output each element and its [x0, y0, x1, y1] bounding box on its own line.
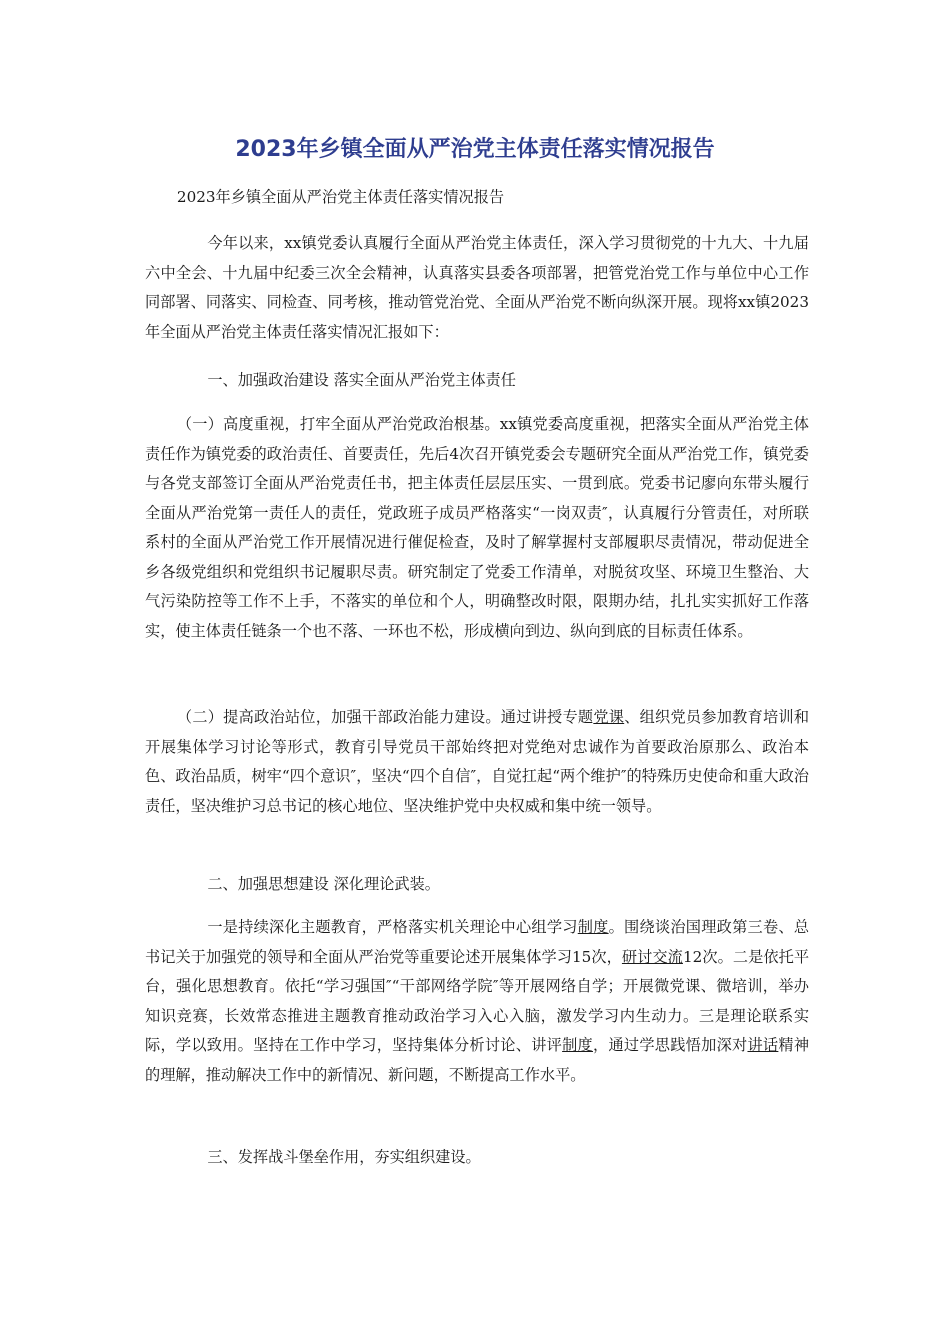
text-span: 、组织党员参加教育培训和开展集体学习讨论等形式，教育引导党员干部始终把对党绝对忠诚作为首要政治原那么、政治本色、政治品质，树牢“四个意识″，坚决“四个自信″，自觉扛起“两个维护″的特殊历史使命和重大政治责任，坚决维护习总书记的核心地位、坚决维护党中央权威和集中统一领导。 — [145, 708, 810, 815]
link-yantaojiaoliu[interactable]: 研讨交流 — [621, 947, 683, 966]
section1-paragraph1: （一）高度重视，打牢全面从严治党政治根基。xx镇党委高度重视，把落实全面从严治党主体责任作为镇党委的政治责任、首要责任，先后4次召开镇党委会专题研究全面从严治党工作，镇党委与各党支部签订全面从严治党责任书，把主体责任层层压实、一贯到底。党委书记廖向东带头履行全面从严治党第一责任人的责任，党政班子成员严格落实“一岗双责″，认真履行分管责任，对所联系村的全面从严治党工作开展情况进行催促检查，及时了解掌握村支部履职尽责情况，带动促进全乡各级党组织和党组织书记履职尽责。研究制定了党委工作清单，对脱贫攻坚、环境卫生整治、大气污染防控等工作不上手，不落实的单位和个人，明确整改时限，限期办结，扎扎实实抓好工作落实，使主体责任链条一个也不落、一环也不松，形成横向到边、纵向到底的目标责任体系。 — [145, 415, 809, 640]
section1-heading: 一、加强政治建设 落实全面从严治党主体责任 — [207, 371, 516, 389]
text-span: 12次。二是依托平台，强化思想教育。依托“学习强国″“干部网络学院″等开展网络自学；开展微党课、微培训，举办知识竞赛，长效常态推进主题教育推动政治学习入心入脑，激发学习内生动力。三是理论联系实际，学以致用。坚持在工作中学习，坚持集体分析讨论、讲评 — [145, 947, 810, 1054]
link-zhidu[interactable]: 制度 — [577, 918, 609, 936]
text-span: 。围绕谈治国理政第三卷、总书记关于加强党的领导和全面从严治党等重要论述开展集体学习15次， — [145, 918, 810, 966]
intro-paragraph: 今年以来，xx镇党委认真履行全面从严治党主体责任，深入学习贯彻党的十九大、十九届六中全会、十九届中纪委三次全会精神，认真落实县委各项部署，把管党治党工作与单位中心工作同部署、同落实、同检查、同考核，推动管党治党、全面从严治党不断向纵深开展。现将xx镇2023年全面从严治党主体责任落实情况汇报如下： — [145, 234, 809, 341]
text-span: 精神的理解，推动解决工作中的新情况、新问题，不断提高工作水平。 — [145, 1036, 810, 1084]
link-zhidu-2[interactable]: 制度 — [562, 1036, 593, 1054]
document-subtitle: 2023年乡镇全面从严治党主体责任落实情况报告 — [176, 188, 505, 206]
section1-paragraph2 — [145, 703, 809, 821]
document-title: 2023年乡镇全面从严治党主体责任落实情况报告 — [235, 137, 715, 162]
text-span: ，通过学思践悟加深对 — [593, 1036, 748, 1054]
text-span: （二）提高政治站位，加强干部政治能力建设。通过讲授专题 — [176, 708, 594, 726]
section2-heading: 二、加强思想建设 深化理论武装。 — [207, 875, 440, 893]
section2-paragraph1 — [145, 913, 809, 1090]
link-dangke[interactable]: 党课 — [593, 708, 625, 726]
link-jianghua[interactable]: 讲话 — [747, 1036, 779, 1054]
section3-heading: 三、发挥战斗堡垒作用，夯实组织建设。 — [207, 1148, 481, 1166]
text-span: 一是持续深化主题教育，严格落实机关理论中心组学习 — [207, 918, 578, 936]
